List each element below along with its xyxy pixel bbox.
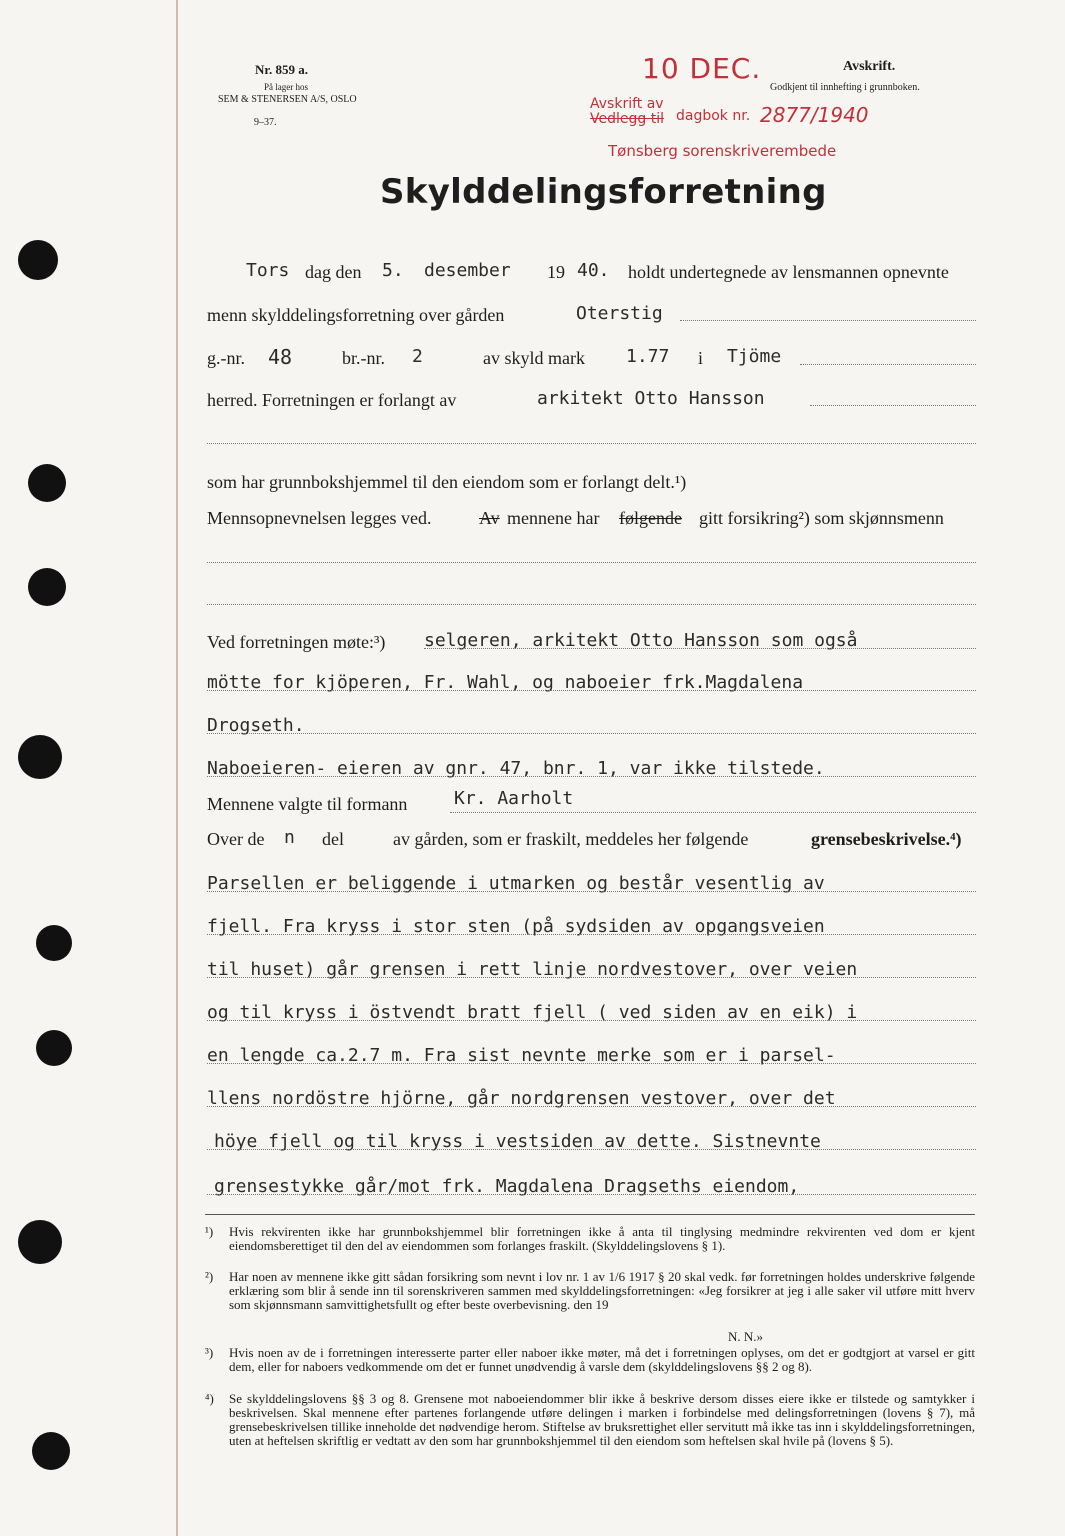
binder-hole	[28, 568, 66, 606]
footnote-text: Hvis rekvirenten ikke har grunnbokshjemmel blir forretningen ikke å anta til tinglysing medmindre rekvirenten ved dom er kjent eiendomsberettiget til den del av eiendommen som forlanges fraskilt. (Skylddelingslovens § 1).	[229, 1224, 975, 1253]
dotted-line	[207, 1063, 976, 1064]
text-menns-b: mennene har	[507, 508, 600, 528]
document-title: Skylddelingsforretning	[380, 172, 827, 212]
dotted-line	[680, 320, 976, 321]
label-year-prefix: 19	[547, 262, 565, 282]
stamp-line2: Tønsberg sorenskriverembede	[608, 142, 837, 160]
dotted-line	[800, 364, 976, 365]
text-menns-folgende: følgende	[619, 508, 682, 528]
label-holdt: holdt undertegnede av lensmannen opnevnte	[628, 262, 949, 282]
dotted-line	[207, 891, 976, 892]
footnote-1	[205, 1225, 975, 1253]
desc-line: en lengde ca.2.7 m. Fra sist nevnte merke som er i parsel-	[207, 1045, 836, 1066]
dotted-line	[207, 1194, 976, 1195]
desc-line: grensestykke går/mot frk. Magdalena Dragseths eiendom,	[214, 1176, 800, 1197]
footnote-4	[205, 1392, 975, 1448]
dotted-line	[207, 443, 976, 444]
footnote-3	[205, 1346, 975, 1374]
desc-line: og til kryss i östvendt bratt fjell ( ved siden av en eik) i	[207, 1002, 858, 1023]
dotted-line	[207, 776, 976, 777]
label-del: del	[322, 829, 344, 849]
footnote-text: Har noen av mennene ikke gitt sådan forsikring som nevnt i lov nr. 1 av 1/6 1917 § 20 skal vedk. før forretningen holdes underskrive følgende erklæring som blir å sende inn til sorenskriveren sammen med skylddelingsforretningen: «Jeg forsikrer at jeg i alle saker vil utføre mitt hverv som skjønnsmann samvittighetsfullt og efter beste overbevisning. den 19	[229, 1269, 975, 1312]
mote-line1: selgeren, arkitekt Otto Hansson som også	[424, 630, 858, 651]
stamp-line1b: Vedlegg til	[590, 111, 664, 127]
footnote-number: ⁴)	[205, 1391, 214, 1406]
desc-line: llens nordöstre hjörne, går nordgrensen vestover, over det	[207, 1088, 836, 1109]
label-menn: menn skylddelingsforretning over gården	[207, 305, 505, 325]
stamp-line1c: dagbok nr.	[676, 108, 751, 124]
text-menns-c: gitt forsikring²) som skjønnsmenn	[699, 508, 944, 528]
footnote-number: ²)	[205, 1269, 214, 1284]
stamp-dagbok-nr: 2877/1940	[760, 103, 869, 127]
binder-hole	[18, 1220, 62, 1264]
field-herred: Tjöme	[727, 346, 782, 367]
dotted-line	[207, 1149, 976, 1150]
dotted-line	[207, 977, 976, 978]
label-over: Over de	[207, 829, 265, 849]
dotted-line	[207, 690, 976, 691]
field-requester: arkitekt Otto Hansson	[537, 388, 765, 409]
footnote-number: ¹)	[205, 1224, 214, 1239]
desc-line: Parsellen er beliggende i utmarken og består vesentlig av	[207, 873, 825, 894]
form-number: Nr. 859 a.	[255, 62, 308, 77]
text-menns-a: Mennsopnevnelsen legges ved.	[207, 508, 432, 528]
field-formann: Kr. Aarholt	[454, 788, 574, 809]
binder-hole	[28, 464, 66, 502]
label-grensebeskrivelse: grensebeskrivelse.⁴)	[811, 829, 962, 849]
binder-hole	[18, 240, 58, 280]
footnote-text: Hvis noen av de i forretningen interesserte parter eller naboer ikke møter, må det i forretningen oplyses, om det er godtgjort at varsel er gitt dem, eller for naboers vedkommende om det er funnet unødvendig å varsle dem (skylddelingslovens §§ 2 og 8).	[229, 1345, 975, 1374]
label-i: i	[698, 348, 704, 368]
footnote-2	[205, 1270, 975, 1312]
stamp-date: 10 DEC.	[642, 52, 762, 85]
dotted-line	[424, 648, 976, 649]
dotted-line	[207, 1106, 976, 1107]
binder-hole	[32, 1432, 70, 1470]
binder-hole	[36, 1030, 72, 1066]
dotted-line	[207, 1020, 976, 1021]
label-formann: Mennene valgte til formann	[207, 794, 408, 814]
mote-line4: Naboeieren- eieren av gnr. 47, bnr. 1, var ikke tilstede.	[207, 758, 825, 779]
dotted-line	[450, 812, 976, 813]
godkjent-label: Godkjent til innhefting i grunnboken.	[770, 82, 920, 93]
dotted-line	[207, 604, 976, 605]
field-date-month: desember	[424, 260, 511, 281]
footnote-signature	[728, 1330, 828, 1344]
label-herred: herred. Forretningen er forlangt av	[207, 390, 457, 410]
desc-line: höye fjell og til kryss i vestsiden av dette. Sistnevnte	[214, 1131, 821, 1152]
label-dag-den: dag den	[305, 262, 362, 282]
publisher-line2: SEM & STENERSEN A/S, OSLO	[218, 94, 357, 105]
field-day: Tors	[246, 260, 290, 281]
dotted-line	[207, 934, 976, 935]
desc-line: fjell. Fra kryss i stor sten (på sydsiden av opgangsveien	[207, 916, 825, 937]
binder-hole	[18, 735, 62, 779]
label-mote: Ved forretningen møte:³)	[207, 632, 386, 652]
dotted-line	[810, 405, 976, 406]
mote-line3: Drogseth.	[207, 715, 305, 736]
footnote-number: ³)	[205, 1345, 214, 1360]
text-menns-av: Av	[479, 508, 500, 528]
binder-hole	[36, 925, 72, 961]
field-over-n: n	[284, 827, 295, 848]
label-skyld: av skyld mark	[483, 348, 585, 368]
publisher-line1: På lager hos	[264, 82, 308, 92]
field-gnr: 48	[268, 345, 293, 369]
avskrift-label: Avskrift.	[843, 59, 896, 74]
field-date-day: 5.	[382, 260, 404, 281]
label-bnr: br.-nr.	[342, 348, 385, 368]
footnote-text: N. N.»	[728, 1329, 764, 1344]
label-gnr: g.-nr.	[207, 348, 245, 368]
footnote-text: Se skylddelingslovens §§ 3 og 8. Grensene mot naboeiendommer blir ikke å beskrive dersom disses eiere ikke er tilstede og samtykker i beskrivelsen. Skal mennene efter partenes forlangende utføre delingen i marken i forbindelse med delingsforretningen (lovens § 7), må grensebeskrivelsen tillike inneholde det nødvendige herom. Stiftelse av bruksrettighet eller servitutt må ikke tas inn i skylddelingsforretningen, uten at heftelsen skriftlig er vedtatt av den som har grunnbokshjemmel til den eiendom som heftelsen skal hvile på (lovens § 5).	[229, 1391, 975, 1448]
dotted-line	[207, 733, 976, 734]
label-gard: av gården, som er fraskilt, meddeles her følgende	[393, 829, 749, 849]
field-skyld: 1.77	[626, 346, 670, 367]
mote-line2: mötte for kjöperen, Fr. Wahl, og naboeier frk.Magdalena	[207, 672, 804, 693]
field-bnr: 2	[412, 346, 423, 367]
dotted-line	[207, 562, 976, 563]
stamp-line1a: Avskrift av	[590, 96, 664, 112]
field-farm: Oterstig	[576, 303, 663, 324]
field-year: 40.	[577, 260, 610, 281]
margin-line	[176, 0, 178, 1536]
desc-line: til huset) går grensen i rett linje nordvestover, over veien	[207, 959, 858, 980]
footnote-rule	[205, 1214, 975, 1215]
form-date: 9–37.	[254, 117, 277, 128]
text-grunnbok: som har grunnbokshjemmel til den eiendom som er forlangt delt.¹)	[207, 472, 687, 492]
